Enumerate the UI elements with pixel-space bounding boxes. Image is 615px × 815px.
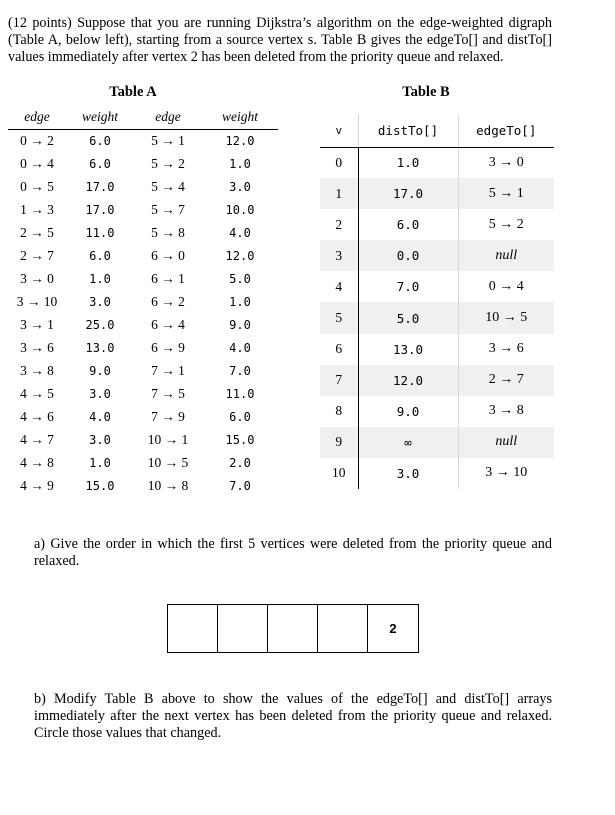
table-a-weight-cell: 1.0 bbox=[229, 294, 251, 309]
table-a-weight-cell: 1.0 bbox=[229, 156, 251, 171]
table-a-edge-cell: 6 → 2 bbox=[151, 293, 185, 309]
table-b-edgeto-cell: 10 → 5 bbox=[458, 302, 554, 333]
table-a-edge-cell: 6 → 1 bbox=[151, 270, 185, 286]
table-a-weight-cell: 25.0 bbox=[85, 317, 115, 332]
table-a-weight-cell: 17.0 bbox=[85, 179, 115, 194]
table-a-row bbox=[8, 474, 278, 497]
table-b-edgeto-cell: 5 → 2 bbox=[458, 209, 554, 240]
table-a-edge-cell: 7 → 5 bbox=[151, 385, 185, 401]
table-a-edge-cell: 7 → 1 bbox=[151, 362, 185, 378]
table-b-vertex-cell: 10 bbox=[332, 465, 346, 481]
table-b-vertex-cell: 5 bbox=[320, 302, 358, 333]
table-b-header-row bbox=[320, 114, 554, 147]
table-a-weight-cell: 11.0 bbox=[85, 225, 115, 240]
table-a-row bbox=[8, 336, 278, 359]
table-b-header-vertex: v bbox=[320, 114, 358, 147]
table-b-distto-cell: 3.0 bbox=[358, 458, 458, 489]
table-a-row bbox=[8, 405, 278, 428]
table-b-vertex-cell: 9 bbox=[320, 427, 358, 458]
table-b-edgeto-cell: 3 → 0 bbox=[458, 147, 554, 178]
table-a-edge-cell: 6 → 9 bbox=[151, 339, 185, 355]
answer-box-3[interactable] bbox=[268, 605, 318, 652]
answer-box-2[interactable] bbox=[218, 605, 268, 652]
table-a-header-row bbox=[8, 106, 278, 129]
table-b-vertex-cell: 1 bbox=[320, 178, 358, 209]
table-a-edge-cell: 1 → 3 bbox=[20, 201, 54, 217]
table-a-weight-cell: 6.0 bbox=[229, 409, 251, 424]
table-a-row bbox=[8, 267, 278, 290]
table-a-edge-cell: 0 → 2 bbox=[20, 132, 54, 148]
table-a-edge-cell: 3 → 8 bbox=[20, 362, 54, 378]
table-a-row bbox=[8, 451, 278, 474]
table-b-vertex-cell: 3 bbox=[320, 240, 358, 271]
table-b-row bbox=[320, 178, 554, 209]
table-a-weight-cell: 3.0 bbox=[229, 179, 251, 194]
table-a-edge-cell: 10 → 8 bbox=[147, 477, 189, 493]
table-a-edge-cell: 5 → 4 bbox=[151, 178, 185, 194]
table-a-edge-cell: 10 → 1 bbox=[147, 431, 189, 447]
table-b-edgeto-cell: 5 → 1 bbox=[458, 178, 554, 209]
table-a-weight-cell: 10.0 bbox=[225, 202, 255, 217]
table-a-row bbox=[8, 359, 278, 382]
table-b-header-edgeto: edgeTo[] bbox=[458, 114, 554, 147]
table-a-weight-cell: 17.0 bbox=[85, 202, 115, 217]
table-b-edgeto-cell: null bbox=[458, 240, 554, 271]
answer-box-4[interactable] bbox=[318, 605, 368, 652]
table-b-row bbox=[320, 147, 554, 178]
table-b-vertex-cell: 8 bbox=[335, 403, 343, 419]
table-b-distto-cell: 7.0 bbox=[358, 271, 458, 302]
table-a-edge-cell: 7 → 9 bbox=[151, 408, 185, 424]
table-b-row bbox=[320, 302, 554, 333]
table-b-distto-cell: 13.0 bbox=[358, 334, 458, 365]
table-a-weight-cell: 15.0 bbox=[85, 478, 115, 493]
table-a-edge-cell: 4 → 8 bbox=[20, 454, 54, 470]
answer-box-5[interactable]: 2 bbox=[389, 621, 397, 636]
table-a-weight-cell: 1.0 bbox=[89, 455, 111, 470]
table-a-edge-cell: 5 → 8 bbox=[151, 224, 185, 240]
table-a-weight-cell: 4.0 bbox=[229, 225, 251, 240]
answer-box-1[interactable] bbox=[168, 605, 218, 652]
table-a-edge-cell: 5 → 7 bbox=[151, 201, 185, 217]
table-b-title: Table B bbox=[402, 84, 450, 100]
table-b-distto-cell: 17.0 bbox=[358, 178, 458, 209]
table-b-edgeto-cell: null bbox=[458, 427, 554, 458]
table-a-title: Table A bbox=[109, 84, 157, 100]
table-a-edge-cell: 0 → 5 bbox=[20, 178, 54, 194]
table-b-distto-cell: ∞ bbox=[358, 427, 458, 458]
table-a-weight-cell: 12.0 bbox=[225, 248, 255, 263]
problem-intro: (12 points) Suppose that you are running Dijkstra’s algorithm on the edge-weighted digraph (Table A, below left), starting from a source vertex s. Table B gives the edgeTo[] and distTo[] values immediately after vertex 2 has been deleted from the priority queue and relaxed. bbox=[8, 15, 552, 65]
table-a-weight-cell: 3.0 bbox=[89, 294, 111, 309]
table-b-row bbox=[320, 427, 554, 458]
table-b-distto-cell: 12.0 bbox=[358, 365, 458, 396]
table-a-edge-cell: 3 → 1 bbox=[20, 316, 54, 332]
table-b-distto-cell: 6.0 bbox=[358, 209, 458, 240]
table-a-weight-cell: 4.0 bbox=[229, 340, 251, 355]
table-b-distto-cell: 0.0 bbox=[358, 240, 458, 271]
table-b-row bbox=[320, 209, 554, 240]
table-a-weight-cell: 9.0 bbox=[229, 317, 251, 332]
table-a-row bbox=[8, 221, 278, 244]
table-a-edge-cell: 4 → 7 bbox=[20, 431, 54, 447]
table-a-edge-cell: 6 → 0 bbox=[151, 247, 185, 263]
table-a-weight-cell: 12.0 bbox=[225, 133, 255, 148]
table-a-edge-cell: 0 → 4 bbox=[20, 155, 54, 171]
answer-boxes bbox=[167, 604, 419, 653]
table-a-header-weight: weight bbox=[66, 106, 134, 129]
table-a-weight-cell: 3.0 bbox=[89, 386, 111, 401]
table-a-row bbox=[8, 244, 278, 267]
table-a-weight-cell: 6.0 bbox=[89, 248, 111, 263]
table-a-weight-cell: 7.0 bbox=[229, 363, 251, 378]
table-a-row bbox=[8, 290, 278, 313]
table-a-edge-cell: 5 → 1 bbox=[151, 132, 185, 148]
table-b-edgeto-cell: 3 → 8 bbox=[458, 396, 554, 427]
table-a-row bbox=[8, 198, 278, 221]
table-a-edge-cell: 5 → 2 bbox=[151, 155, 185, 171]
table-a-row bbox=[8, 313, 278, 336]
table-a-weight-cell: 5.0 bbox=[229, 271, 251, 286]
table-a-weight-cell: 3.0 bbox=[89, 432, 111, 447]
table-a-weight-cell: 1.0 bbox=[89, 271, 111, 286]
table-b-row bbox=[320, 240, 554, 271]
table-a-edge-cell: 4 → 5 bbox=[20, 385, 54, 401]
table-b-distto-cell: 9.0 bbox=[358, 396, 458, 427]
table-a-weight-cell: 6.0 bbox=[89, 133, 111, 148]
table-a-edge-cell: 3 → 0 bbox=[20, 270, 54, 286]
table-a-edge-cell: 4 → 9 bbox=[20, 477, 54, 493]
table-b-row bbox=[320, 271, 554, 302]
question-a: a) Give the order in which the first 5 vertices were deleted from the priority queue and relaxed. bbox=[34, 536, 552, 569]
table-b-edgeto-cell: 3 → 10 bbox=[458, 458, 554, 489]
table-a-edge-cell: 3 → 6 bbox=[20, 339, 54, 355]
table-b-vertex-cell: 2 bbox=[335, 216, 343, 232]
table-b-row bbox=[320, 365, 554, 396]
table-b-header-distto: distTo[] bbox=[358, 114, 458, 147]
table-b bbox=[320, 114, 554, 489]
table-a-edge-cell: 10 → 5 bbox=[147, 454, 189, 470]
table-a-edge-cell: 2 → 7 bbox=[20, 247, 54, 263]
table-a bbox=[8, 106, 278, 497]
table-a-header-weight: weight bbox=[202, 106, 278, 129]
table-a-weight-cell: 13.0 bbox=[85, 340, 115, 355]
table-a-edge-cell: 6 → 4 bbox=[151, 316, 185, 332]
table-b-vertex-cell: 4 bbox=[335, 278, 343, 294]
table-b-row bbox=[320, 334, 554, 365]
table-b-vertex-cell: 6 bbox=[335, 341, 343, 357]
table-b-edgeto-cell: 0 → 4 bbox=[458, 271, 554, 302]
table-a-weight-cell: 7.0 bbox=[229, 478, 251, 493]
table-a-weight-cell: 11.0 bbox=[225, 386, 255, 401]
table-a-weight-cell: 2.0 bbox=[229, 455, 251, 470]
table-a-header-edge: edge bbox=[8, 106, 66, 129]
table-a-row bbox=[8, 428, 278, 451]
table-b-vertex-cell: 7 bbox=[320, 365, 358, 396]
table-b-edgeto-cell: 2 → 7 bbox=[458, 365, 554, 396]
question-b: b) Modify Table B above to show the values of the edgeTo[] and distTo[] arrays immediately after the next vertex has been deleted from the priority queue and relaxed. Circle those values that changed. bbox=[34, 691, 552, 741]
table-a-row bbox=[8, 382, 278, 405]
table-a-header-edge: edge bbox=[134, 106, 202, 129]
table-a-weight-cell: 9.0 bbox=[89, 363, 111, 378]
table-b-vertex-cell: 0 bbox=[335, 154, 343, 170]
table-a-edge-cell: 3 → 10 bbox=[16, 293, 58, 309]
table-a-weight-cell: 6.0 bbox=[89, 156, 111, 171]
table-a-row bbox=[8, 152, 278, 175]
table-a-weight-cell: 4.0 bbox=[89, 409, 111, 424]
table-a-edge-cell: 4 → 6 bbox=[20, 408, 54, 424]
table-b-distto-cell: 5.0 bbox=[358, 302, 458, 333]
table-b-row bbox=[320, 396, 554, 427]
table-b-edgeto-cell: 3 → 6 bbox=[458, 334, 554, 365]
table-b-row bbox=[320, 458, 554, 489]
table-a-weight-cell: 15.0 bbox=[225, 432, 255, 447]
table-b-distto-cell: 1.0 bbox=[358, 147, 458, 178]
table-a-edge-cell: 2 → 5 bbox=[20, 224, 54, 240]
table-a-row bbox=[8, 175, 278, 198]
table-a-row bbox=[8, 129, 278, 152]
